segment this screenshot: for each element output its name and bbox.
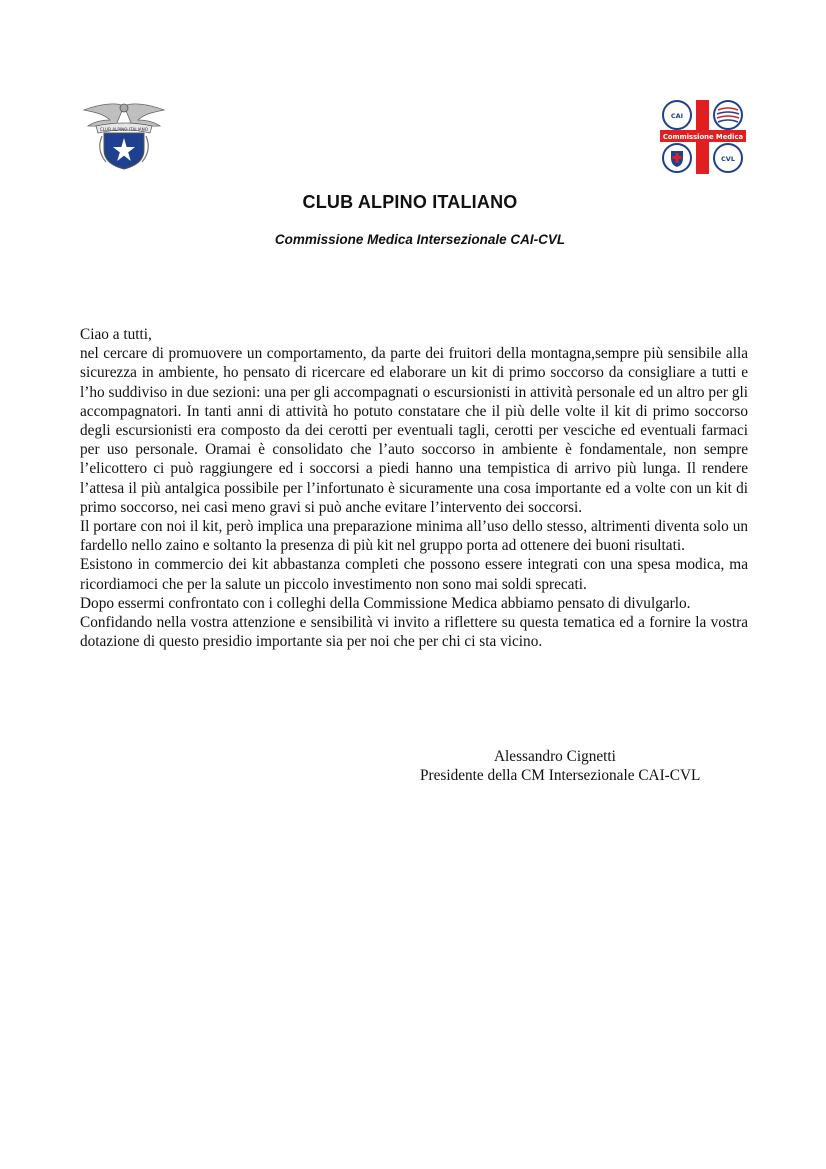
cai-eagle-star-emblem-icon [80,100,168,170]
cai-logo [80,100,168,170]
letter-paragraph: Confidando nella vostra attenzione e sensibilità vi invito a riflettere su questa tematica ed a fornire la vostra dotazione di questo presidio importante sia per noi che per chi ci sta vicino. [80,614,748,651]
letter-greeting: Ciao a tutti, [80,326,152,343]
letter-body [80,325,748,651]
signature-name: Alessandro Cignetti [494,748,616,765]
commissione-medica-cross-emblem-icon [660,100,746,174]
page-subtitle: Commissione Medica Intersezionale CAI-CVL [274,232,566,247]
signature-block [420,747,740,785]
commissione-medica-logo [660,100,746,174]
page-title: CLUB ALPINO ITALIANO [302,192,518,212]
letter-paragraph: nel cercare di promuovere un comportamento, da parte dei fruitori della montagna,sempre più sensibile alla sicurezza in ambiente, ho pensato di ricercare ed elaborare un kit di primo soccorso da consigliare a tutti e l’ho suddiviso in due sezioni: una per gli accompagnati o escursionisti in attività personale ed un altro per gli accompagnatori. In tanti anni di attività ho potuto constatare che il più delle volte il kit di primo soccorso degli escursionisti era composto da dei cerotti per eventuali tagli, cerotti per vesciche ed eventuali farmaci per uso personale. Oramai è consolidato che l’auto soccorso in ambiente è fondamentale, non sempre l’elicottero ci può raggiungere ed i soccorsi a piedi hanno una tempistica di arrivo più lunga. Il rendere l’attesa il più antalgica possibile per l’infortunato è sicuramente una cosa importante ed a volte con un kit di primo soccorso, nei casi meno gravi si può anche evitare l’intervento dei soccorsi. [80,345,748,516]
letter-paragraph: Il portare con noi il kit, però implica una preparazione minima all’uso dello stesso, altrimenti diventa solo un fardello nello zaino e soltanto la presenza di più kit nel gruppo porta ad ottenere dei buoni risultati. [80,518,748,555]
letter-paragraph: Esistono in commercio dei kit abbastanza completi che possono essere integrati con una spesa modica, ma ricordiamoci che per la salute un piccolo investimento non sono mai soldi sprecati. [80,556,748,593]
svg-text:CVL: CVL [721,155,735,163]
letter-paragraph: Dopo essermi confrontato con i colleghi della Commissione Medica abbiamo pensato di divulgarlo. [80,594,691,612]
svg-text:CAI: CAI [670,112,684,120]
svg-text:CLUB ALPINO ITALIANO: CLUB ALPINO ITALIANO [99,127,149,132]
signature-role: Presidente della CM Intersezionale CAI-CVL [420,767,701,785]
svg-text:Commissione Medica: Commissione Medica [662,133,744,141]
